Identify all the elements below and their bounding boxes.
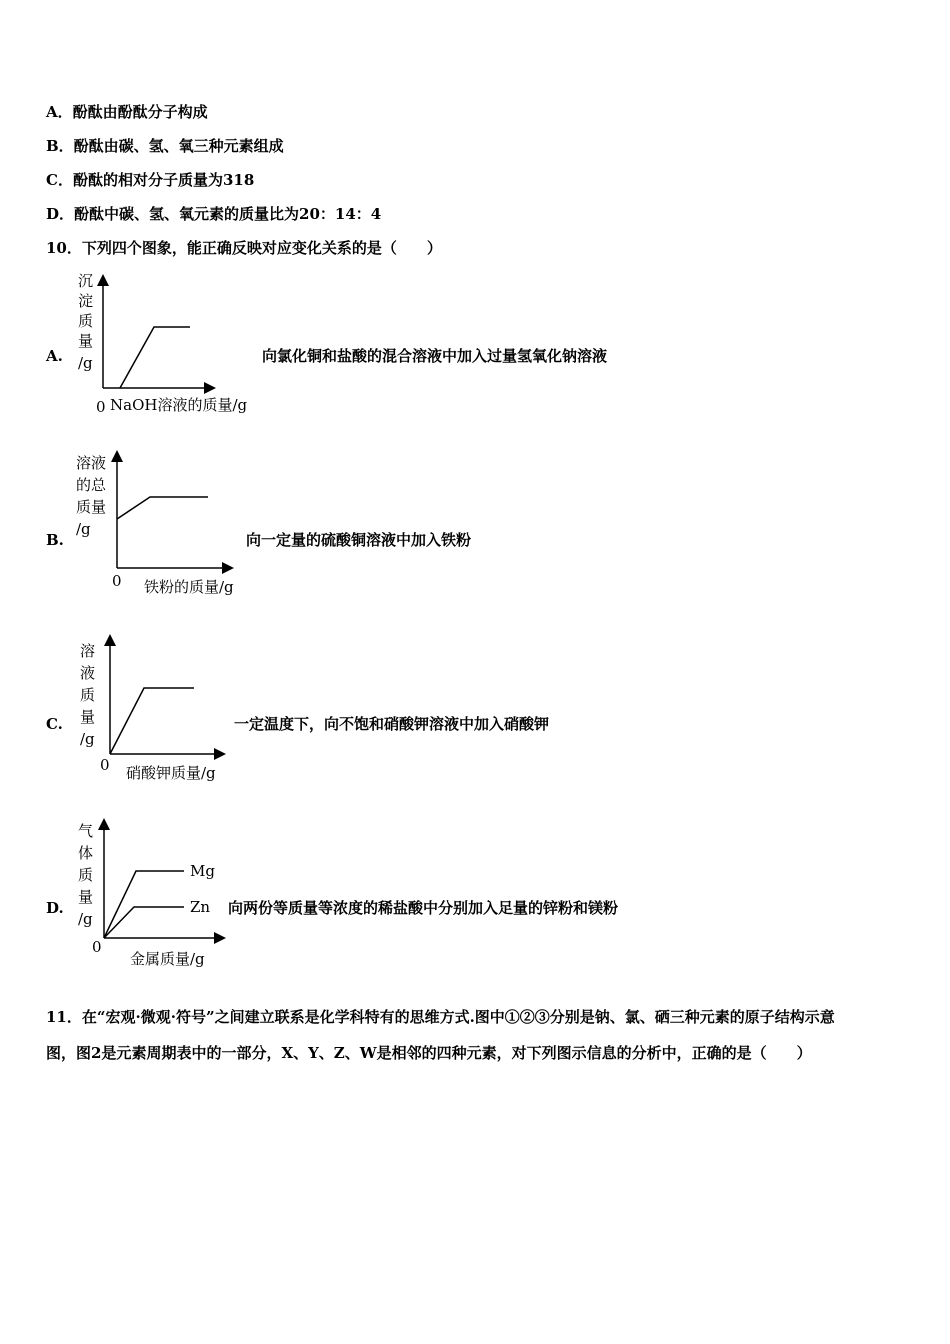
q10-option-c-desc: 一定温度下，向不饱和硝酸钾溶液中加入硝酸钾	[234, 715, 550, 733]
q9-option-c: C．酚酞的相对分子质量为318	[46, 171, 255, 189]
q9-option-b: B．酚酞由碳、氢、氧三种元素组成	[46, 137, 284, 155]
q10-stem: 10．下列四个图象，能正确反映对应变化关系的是（ ）	[46, 239, 442, 257]
graph-a-curve	[120, 327, 190, 388]
q10-option-b-desc: 向一定量的硫酸铜溶液中加入铁粉	[246, 531, 472, 549]
graph-c-ylabel-4: 量	[80, 708, 96, 726]
graph-c	[70, 632, 270, 787]
q9-option-a: A．酚酞由酚酞分子构成	[46, 103, 208, 121]
q11-line-1: 11．在“宏观·微观·符号”之间建立联系是化学科特有的思维方式.图中①②③分别是钠、氯、硒三种元素的原子结构示意	[46, 1008, 835, 1026]
graph-d-xlabel: 金属质量/g	[130, 950, 205, 968]
graph-c-curve	[110, 688, 194, 754]
graph-a-ylabel-4: 量	[78, 332, 94, 350]
q9-option-d: D．酚酞中碳、氢、氧元素的质量比为20：14：4	[46, 205, 382, 223]
graph-d-ylabel-2: 体	[78, 844, 94, 862]
graph-a-ylabel-3: 质	[78, 312, 94, 330]
graph-d-series-mg: Mg	[190, 862, 215, 880]
graph-a-ylabel-5: /g	[78, 354, 93, 372]
graph-b-ylabel-2: 的总	[76, 476, 107, 494]
graph-d-ylabel-1: 气	[78, 822, 94, 840]
graph-b-xlabel: 铁粉的质量/g	[144, 578, 234, 596]
graph-c-origin: 0	[100, 756, 110, 774]
graph-a-xlabel: NaOH溶液的质量/g	[110, 396, 248, 414]
graph-a-origin: 0	[96, 398, 106, 416]
graph-d-series-zn: Zn	[190, 898, 211, 916]
graph-d-ylabel-3: 质	[78, 866, 94, 884]
graph-a-ylabel-1: 沉	[78, 272, 94, 290]
graph-c-ylabel-3: 质	[80, 686, 96, 704]
graph-d-curve-mg	[104, 871, 184, 938]
q10-option-a-label: A.	[46, 347, 63, 365]
graph-b-origin: 0	[112, 572, 122, 590]
graph-d-ylabel-4: 量	[78, 888, 94, 906]
graph-c-ylabel-5: /g	[80, 730, 95, 748]
graph-b-ylabel-3: 质量	[76, 498, 107, 516]
graph-c-ylabel-1: 溶	[80, 642, 96, 660]
q10-option-a-desc: 向氯化铜和盐酸的混合溶液中加入过量氢氧化钠溶液	[262, 347, 608, 365]
q11-line-2: 图，图2是元素周期表中的一部分，X、Y、Z、W是相邻的四种元素，对下列图示信息的分析中，正确的是（ ）	[46, 1044, 812, 1062]
graph-d-origin: 0	[92, 938, 102, 956]
graph-d-ylabel-5: /g	[78, 910, 93, 928]
q10-option-d-label: D.	[46, 899, 64, 917]
graph-c-ylabel-2: 液	[80, 664, 96, 682]
graph-b	[70, 450, 270, 600]
graph-b-ylabel-1: 溶液	[76, 454, 107, 472]
graph-b-ylabel-4: /g	[76, 520, 91, 538]
q10-option-d-desc: 向两份等质量等浓度的稀盐酸中分别加入足量的锌粉和镁粉	[228, 899, 619, 917]
graph-b-curve	[117, 497, 208, 519]
graph-a	[70, 268, 270, 418]
graph-c-xlabel: 硝酸钾质量/g	[126, 764, 216, 782]
q10-option-c-label: C.	[46, 715, 63, 733]
graph-d	[70, 816, 270, 971]
graph-a-ylabel-2: 淀	[78, 292, 94, 310]
q10-option-b-label: B.	[46, 531, 64, 549]
